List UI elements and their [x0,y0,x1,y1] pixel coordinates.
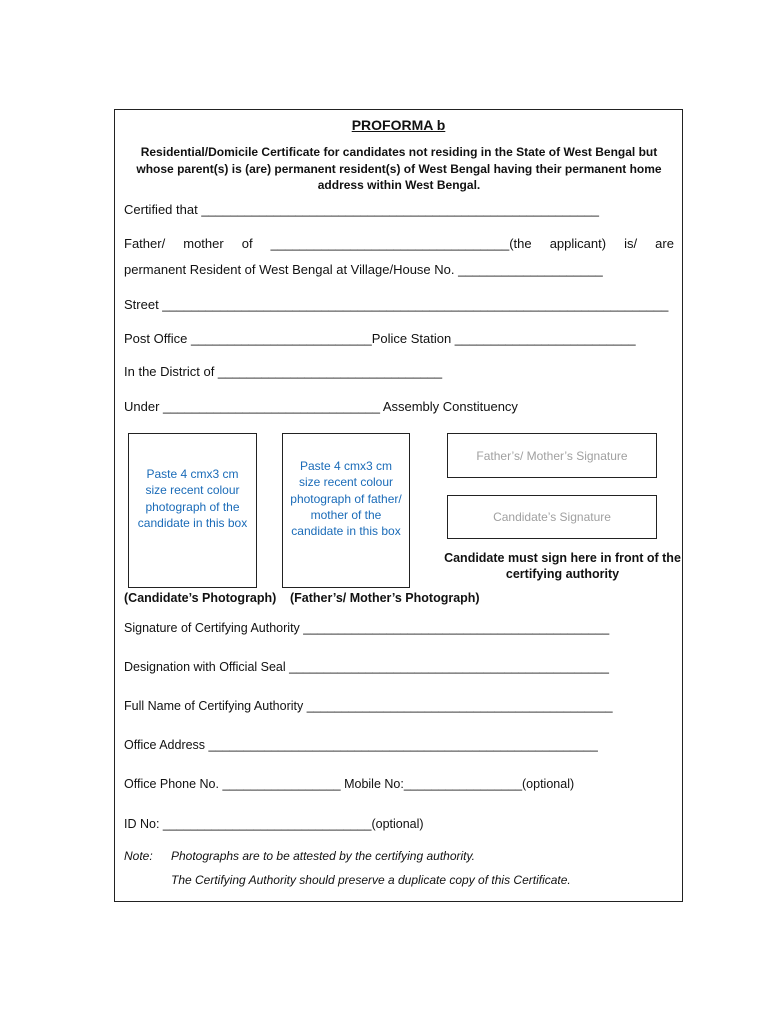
father-mother-line[interactable] [124,236,674,251]
father-photo-label: (Father’s/ Mother’s Photograph) [290,591,480,605]
candidate-photo-box[interactable] [128,433,257,588]
candidate-sign-instruction: Candidate must sign here in front of the certifying authority [444,551,681,581]
father-mother-word: Father/ [124,236,166,251]
father-mother-word: mother [183,236,224,251]
candidate-signature-box[interactable] [447,495,657,539]
permanent-resident-line[interactable]: permanent Resident of West Bengal at Village/House No. ____________________ [124,262,603,277]
authority-name-line[interactable]: Full Name of Certifying Authority ____________________________________________ [124,699,613,713]
father-mother-word: of [241,236,253,251]
form-subtitle: Residential/Domicile Certificate for candidates not residing in the State of West Bengal but whose parent(s) is (are) permanent resident(s) of West Bengal having their permanent home address within West Bengal. [136,145,662,192]
candidate-photo-instruction: Paste 4 cmx3 cm size recent colour photograph of the candidate in this box [137,467,248,530]
note-line-1: Photographs are to be attested by the certifying authority. [171,849,475,863]
certified-that-line[interactable]: Certified that _______________________________________________________ [124,202,599,217]
id-line[interactable]: ID No: ______________________________(optional) [124,817,424,831]
street-line[interactable]: Street ______________________________________________________________________ [124,297,669,312]
candidate-photo-label: (Candidate’s Photograph) [124,591,277,605]
form-title: PROFORMA b [351,117,446,133]
phone-line[interactable]: Office Phone No. _________________ Mobile No:_________________(optional) [124,777,575,791]
post-office-line[interactable]: Post Office _________________________Police Station _________________________ [124,331,636,346]
designation-line[interactable]: Designation with Official Seal ______________________________________________ [124,660,609,674]
father-mother-word: applicant) [549,236,607,251]
father-photo-box[interactable] [282,433,410,588]
father-mother-word: are [655,236,674,251]
father-mother-word: _________________________________(the [270,236,532,251]
father-signature-placeholder: Father’s/ Mother’s Signature [476,448,628,463]
assembly-line[interactable]: Under ______________________________ Assembly Constituency [124,399,518,414]
office-address-line[interactable]: Office Address ________________________________________________________ [124,738,598,752]
father-mother-word: is/ [624,236,638,251]
note-label: Note: [124,849,153,863]
father-photo-instruction: Paste 4 cmx3 cm size recent colour photograph of father/ mother of the candidate in this box [290,459,402,539]
candidate-signature-placeholder: Candidate’s Signature [493,510,611,524]
authority-signature-line[interactable]: Signature of Certifying Authority ____________________________________________ [124,621,610,635]
district-line[interactable]: In the District of _______________________________ [124,364,443,379]
note-line-2: The Certifying Authority should preserve a duplicate copy of this Certificate. [171,873,571,887]
father-signature-box[interactable] [447,433,657,478]
